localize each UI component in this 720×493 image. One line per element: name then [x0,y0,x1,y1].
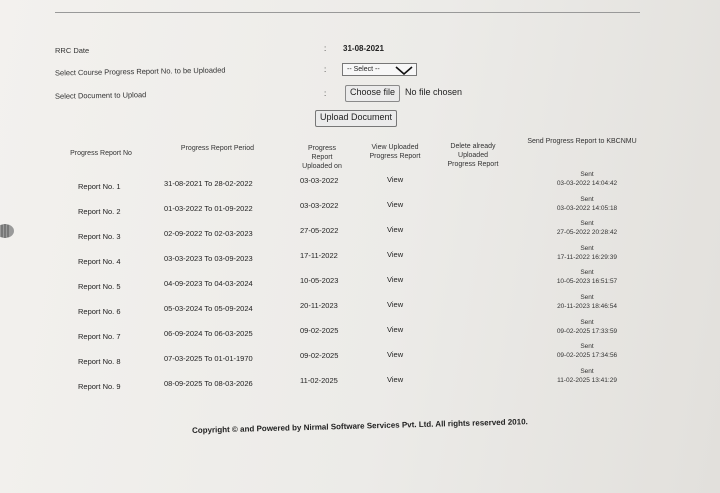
period-cell: 03-03-2023 To 03-09-2023 [164,254,253,263]
uploaded-on-cell: 20-11-2023 [300,301,338,310]
uploaded-on-cell: 03-03-2022 [300,176,339,185]
period-cell: 06-09-2024 To 06-03-2025 [164,329,253,338]
sent-timestamp: 11-02-2025 13:41:29 [557,376,617,384]
uploaded-on-cell: 09-02-2025 [300,326,339,335]
send-status-cell [542,219,632,237]
sent-timestamp: 20-11-2023 18:46:54 [557,303,617,310]
send-status-cell [542,268,632,286]
period-cell: 05-03-2024 To 05-09-2024 [164,304,253,313]
period-cell: 02-09-2022 To 02-03-2023 [164,229,253,238]
uploaded-on-cell: 11-02-2025 [300,376,338,385]
view-link[interactable]: View [387,200,404,209]
sent-timestamp: 03-03-2022 14:04:42 [556,180,618,187]
header-uploaded-on-line: Progress [307,145,336,152]
sent-timestamp: 03-03-2022 14:05:18 [556,204,618,212]
sent-status: Sent [580,195,594,203]
period-cell: 31-08-2021 To 28-02-2022 [164,179,253,188]
view-link[interactable]: View [387,350,404,359]
report-no-cell: Report No. 9 [78,382,121,391]
colon: : [324,44,327,53]
report-no-cell: Report No. 6 [78,307,121,316]
send-status-cell [542,170,632,188]
view-link[interactable]: View [387,300,404,309]
period-cell: 07-03-2025 To 01-01-1970 [164,354,253,363]
report-no-cell: Report No. 2 [78,207,121,216]
copyright-text: Copyright © and Powered by Nirmal Software Services Pvt. Ltd. All rights reserved 2010. [191,417,528,435]
report-no-cell: Report No. 8 [78,357,121,366]
sent-timestamp: 09-02-2025 17:33:59 [556,327,618,335]
uploaded-on-cell: 03-03-2022 [300,201,339,210]
send-status-cell [542,318,632,336]
period-cell: 01-03-2022 To 01-09-2022 [164,204,253,213]
header-uploaded-on [292,144,352,171]
period-cell: 08-09-2025 To 08-03-2026 [164,379,253,388]
sent-status: Sent [580,244,594,252]
send-status-cell [542,293,632,311]
report-no-cell: Report No. 7 [78,332,121,341]
report-no-cell: Report No. 4 [78,257,121,266]
screw-icon [0,222,16,240]
header-delete-line: Uploaded [458,152,488,159]
uploaded-on-cell: 27-05-2022 [300,226,339,235]
view-link[interactable]: View [387,325,404,334]
sent-status: Sent [580,318,594,326]
top-divider [55,12,640,13]
sent-timestamp: 27-05-2022 20:28:42 [556,229,618,237]
sent-timestamp: 10-05-2023 16:51:57 [556,278,618,286]
report-no-cell: Report No. 5 [78,282,121,291]
send-status-cell [542,195,632,213]
choose-file-button[interactable]: Choose file [345,85,400,102]
uploaded-on-cell: 09-02-2025 [300,351,339,360]
select-value: -- Select -- [347,66,380,73]
course-report-select[interactable] [342,63,417,76]
sent-timestamp: 17-11-2022 16:29:39 [557,253,617,261]
header-uploaded-on-line: Report [311,154,333,161]
view-link[interactable]: View [387,175,404,184]
uploaded-on-cell: 17-11-2022 [300,251,338,260]
header-report-no: Progress Report No [70,150,132,157]
rrc-date-value: 31-08-2021 [343,44,384,53]
document-label: Select Document to Upload [54,90,147,101]
header-view-line: Progress Report [369,153,421,160]
view-link[interactable]: View [387,250,404,259]
chevron-down-icon [395,65,413,75]
header-delete-line: Progress Report [447,161,499,168]
header-view-line: View Uploaded [371,144,419,151]
sent-status: Sent [580,343,594,351]
send-status-cell [542,342,632,360]
send-status-cell [542,367,632,385]
uploaded-on-cell: 10-05-2023 [300,276,339,285]
report-no-cell: Report No. 3 [78,232,121,241]
header-delete-line: Delete already [450,143,496,150]
no-file-text: No file chosen [405,87,463,97]
colon: : [324,89,327,98]
header-view [360,143,430,161]
header-delete [438,142,508,169]
sent-status: Sent [580,220,594,228]
header-period: Progress Report Period [180,145,255,152]
colon: : [324,65,327,74]
send-status-cell [542,244,632,262]
rrc-date-label: RRC Date [55,46,90,55]
view-link[interactable]: View [387,375,404,384]
course-report-label: Select Course Progress Report No. to be Uploaded [54,65,226,78]
view-link[interactable]: View [387,275,404,284]
header-uploaded-on-line: Uploaded on [302,163,342,170]
sent-status: Sent [580,269,594,277]
report-no-cell: Report No. 1 [78,182,121,191]
sent-status: Sent [580,367,594,375]
sent-status: Sent [580,171,594,178]
upload-document-button[interactable]: Upload Document [315,110,397,127]
period-cell: 04-09-2023 To 04-03-2024 [164,279,253,288]
sent-timestamp: 09-02-2025 17:34:56 [556,352,618,360]
sent-status: Sent [580,294,594,301]
view-link[interactable]: View [387,225,404,234]
header-send: Send Progress Report to KBCNMU [527,138,637,145]
